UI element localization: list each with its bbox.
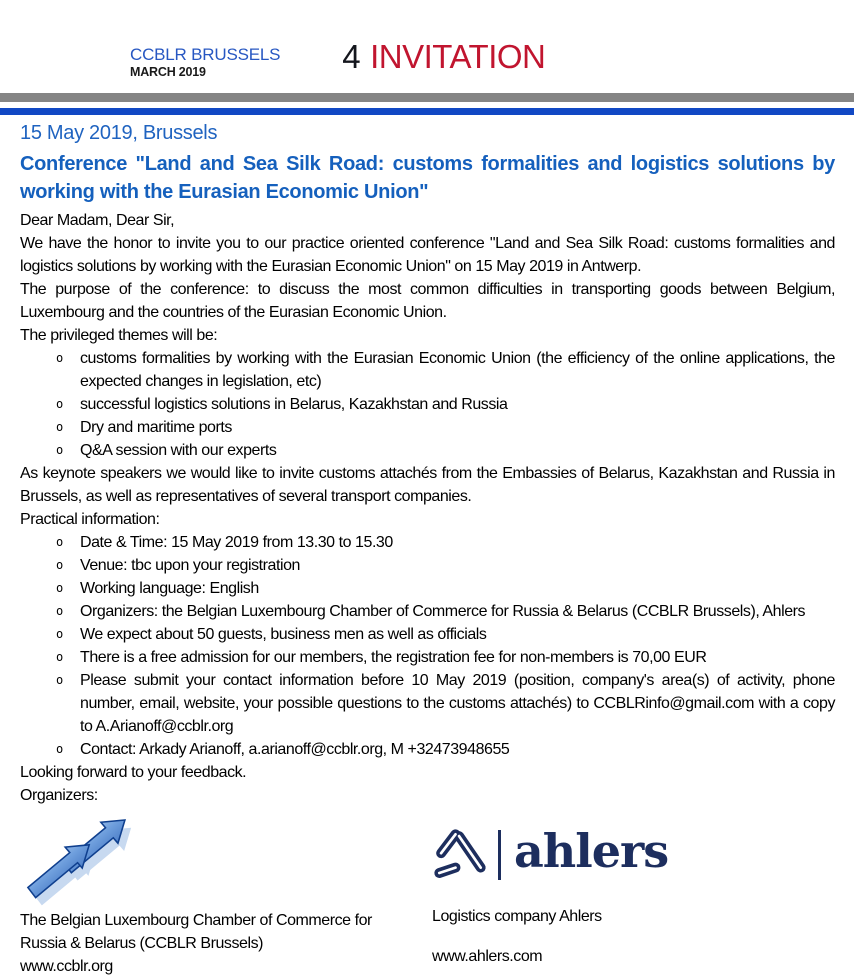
bullet-marker: o (56, 603, 63, 618)
bullet-marker: o (56, 649, 63, 664)
practical-item-text: There is a free admission for our members, the registration fee for non-members is 70,00 EUR (80, 648, 707, 666)
bullet-marker: o (56, 350, 63, 365)
list-item (20, 738, 835, 761)
theme-item-text: Dry and maritime ports (80, 418, 232, 436)
bullet-marker: o (56, 741, 63, 756)
practical-item-text: Organizers: the Belgian Luxembourg Chamber of Commerce for Russia & Belarus (CCBLR Brussels), Ahlers (80, 602, 806, 620)
theme-item-text: Q&A session with our experts (80, 441, 277, 459)
event-date-line: 15 May 2019, Brussels (20, 121, 218, 144)
ahlers-a-mark-icon (432, 828, 488, 882)
themes-list (20, 347, 835, 462)
brand-block (130, 46, 280, 79)
page-number: 4 (342, 38, 361, 75)
organizers-label: Organizers: (20, 786, 98, 804)
practical-item-text: Contact: Arkady Arianoff, a.arianoff@ccblr.org, M +32473948655 (80, 740, 510, 758)
double-arrow-up-right-icon (24, 812, 142, 904)
themes-intro: The privileged themes will be: (20, 326, 218, 344)
organizers-footer (0, 812, 854, 978)
newsletter-masthead (0, 0, 854, 79)
salutation: Dear Madam, Dear Sir, (20, 211, 175, 229)
bullet-marker: o (56, 396, 63, 411)
list-item (20, 393, 835, 416)
masthead-title (342, 40, 545, 73)
intro-paragraph: We have the honor to invite you to our practice oriented conference "Land and Sea Silk Road: customs formalities and logistics solutions by working with the Eurasian Economic Union" on 15 May 2019 in Antwerp. (20, 234, 835, 275)
list-item (20, 600, 835, 623)
purpose-paragraph: The purpose of the conference: to discuss the most common difficulties in transporting goods between Belgium, Luxembourg and the countries of the Eurasian Economic Union. (20, 280, 835, 321)
ccblr-url-link[interactable]: www.ccblr.org (20, 957, 113, 975)
list-item (20, 623, 835, 646)
brand-name: CCBLR BRUSSELS (130, 45, 281, 64)
ccblr-name: The Belgian Luxembourg Chamber of Commerce for Russia & Belarus (CCBLR Brussels) (20, 911, 372, 952)
list-item (20, 669, 835, 738)
ahlers-url-link[interactable]: www.ahlers.com (432, 947, 543, 965)
list-item (20, 531, 835, 554)
section-title: INVITATION (370, 38, 546, 75)
gray-divider-bar (0, 93, 854, 102)
practical-item-text: Venue: tbc upon your registration (80, 556, 300, 574)
blue-divider-rule (0, 108, 854, 115)
logo-separator (498, 830, 501, 880)
theme-item-text: successful logistics solutions in Belarus, Kazakhstan and Russia (80, 395, 508, 413)
ahlers-logo (432, 823, 834, 884)
bullet-marker: o (56, 672, 63, 687)
bullet-marker: o (56, 557, 63, 572)
organizer-ccblr (20, 812, 432, 978)
practical-item-text: Working language: English (80, 579, 259, 597)
practical-item-text: We expect about 50 guests, business men as well as officials (80, 625, 487, 643)
ahlers-caption: Logistics company Ahlers (432, 907, 602, 925)
letter-body (0, 115, 854, 807)
keynote-paragraph: As keynote speakers we would like to invite customs attachés from the Embassies of Belarus, Kazakhstan and Russia in Brussels, as well as representatives of several transport companies. (20, 464, 835, 505)
list-item (20, 416, 835, 439)
organizer-ahlers (432, 812, 834, 978)
practical-info-list (20, 531, 835, 761)
list-item (20, 554, 835, 577)
practical-info-label: Practical information: (20, 510, 160, 528)
issue-date: MARCH 2019 (130, 65, 206, 79)
list-item (20, 347, 835, 393)
ahlers-wordmark: ahlers (514, 823, 669, 878)
list-item (20, 439, 835, 462)
bullet-marker: o (56, 580, 63, 595)
theme-item-text: customs formalities by working with the Eurasian Economic Union (the efficiency of the online applications, the expected changes in legislation, etc) (80, 349, 835, 390)
bullet-marker: o (56, 626, 63, 641)
practical-item-text: Date & Time: 15 May 2019 from 13.30 to 15.30 (80, 533, 393, 551)
list-item (20, 577, 835, 600)
closing-line: Looking forward to your feedback. (20, 763, 247, 781)
practical-item-text: Please submit your contact information before 10 May 2019 (position, company's area(s) of activity, phone number, email, website, your possible questions to the customs attachés) to CCBLRinfo@gmail.com with a copy to A.Arianoff@ccblr.org (80, 671, 835, 735)
list-item (20, 646, 835, 669)
conference-title: Conference "Land and Sea Silk Road: customs formalities and logistics solutions by working with the Eurasian Economic Union" (20, 152, 835, 203)
bullet-marker: o (56, 534, 63, 549)
bullet-marker: o (56, 419, 63, 434)
bullet-marker: o (56, 442, 63, 457)
